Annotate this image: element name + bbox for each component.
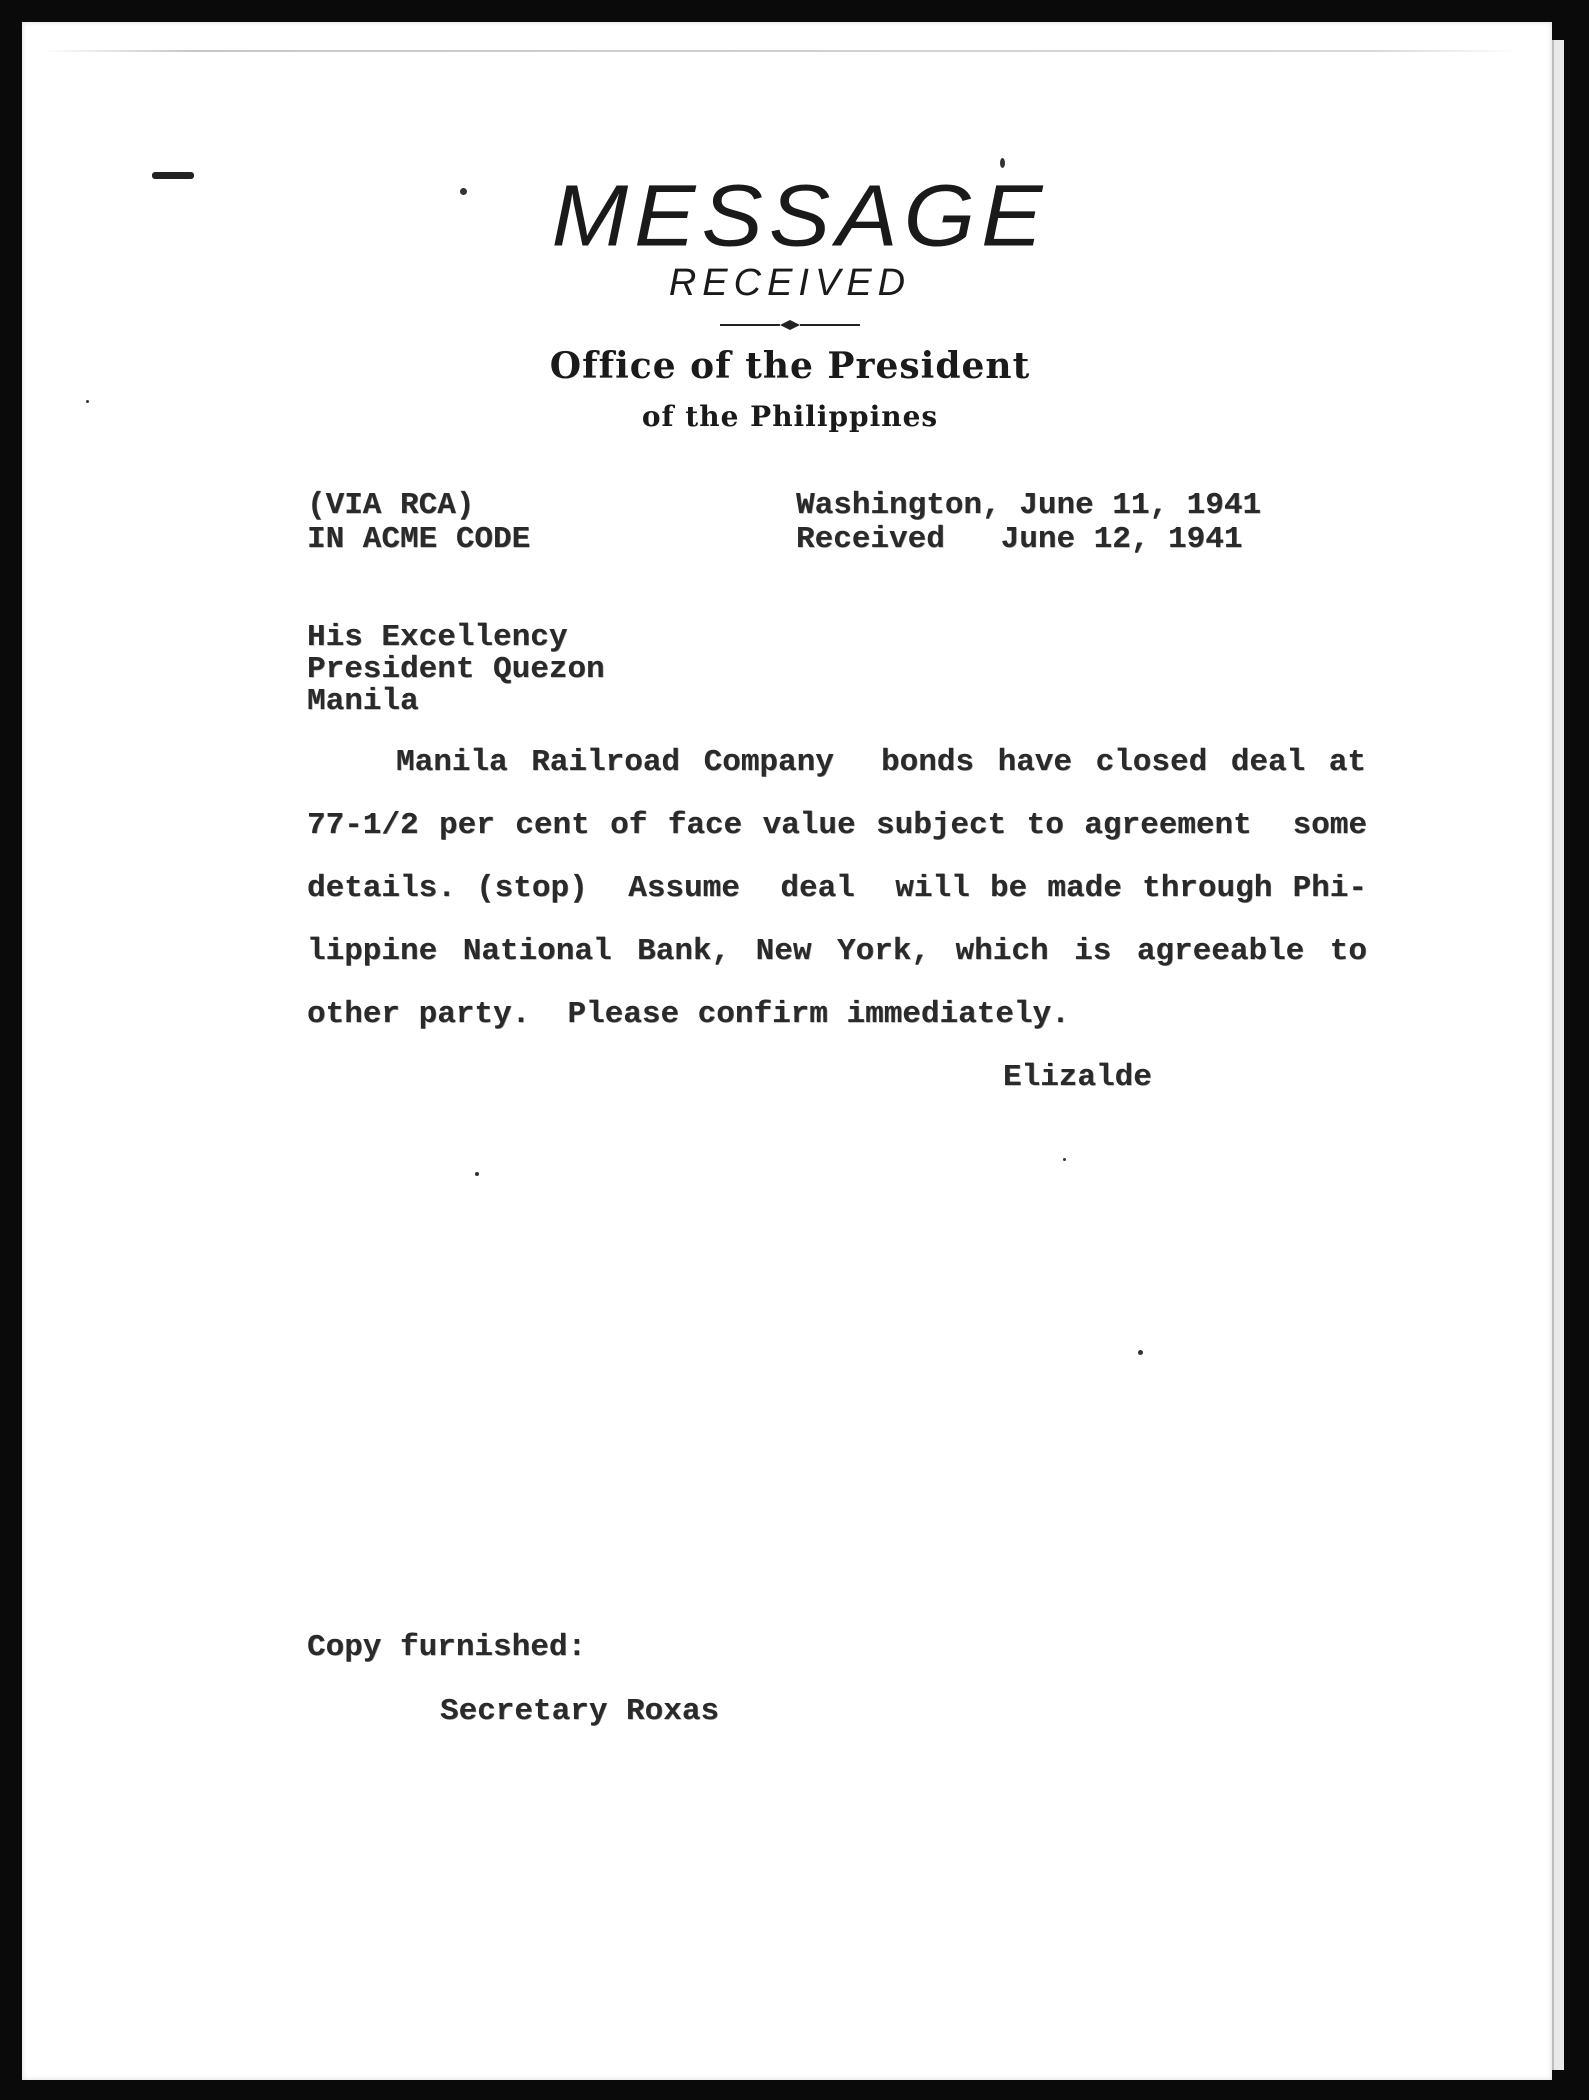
letterhead-office-sub: of the Philippines: [641, 400, 939, 433]
message-body-line: 77-1/2 per cent of face value subject to agreement some: [307, 808, 1367, 843]
sent-date: Washington, June 11, 1941: [796, 488, 1262, 523]
letterhead: [0, 0, 1589, 460]
copy-furnished-label: Copy furnished:: [307, 1630, 587, 1665]
message-body-line: Manila Railroad Company bonds have closed deal at: [396, 745, 1366, 780]
addressee-line: President Quezon: [307, 652, 605, 687]
letterhead-subtitle: RECEIVED: [668, 262, 912, 304]
signature: Elizalde: [1003, 1060, 1152, 1095]
letterhead-title: MESSAGE: [551, 167, 1049, 265]
message-body-line: lippine National Bank, New York, which is agreeable to: [307, 934, 1367, 969]
message-body-line: details. (stop) Assume deal will be made through Phi-: [307, 871, 1367, 906]
transmission-via: (VIA RCA): [307, 488, 475, 523]
ornament-divider: [720, 318, 860, 332]
letterhead-office: Office of the President: [549, 345, 1031, 387]
addressee-line: His Excellency: [307, 620, 568, 655]
received-date: Received June 12, 1941: [796, 522, 1243, 557]
ink-speck: [475, 1172, 479, 1176]
message-body-line: other party. Please confirm immediately.: [307, 997, 1070, 1032]
addressee-line: Manila: [307, 684, 419, 719]
copy-recipient: Secretary Roxas: [440, 1694, 720, 1729]
ink-speck: [1138, 1350, 1143, 1355]
transmission-code: IN ACME CODE: [307, 522, 531, 557]
ink-speck: [1063, 1158, 1066, 1161]
